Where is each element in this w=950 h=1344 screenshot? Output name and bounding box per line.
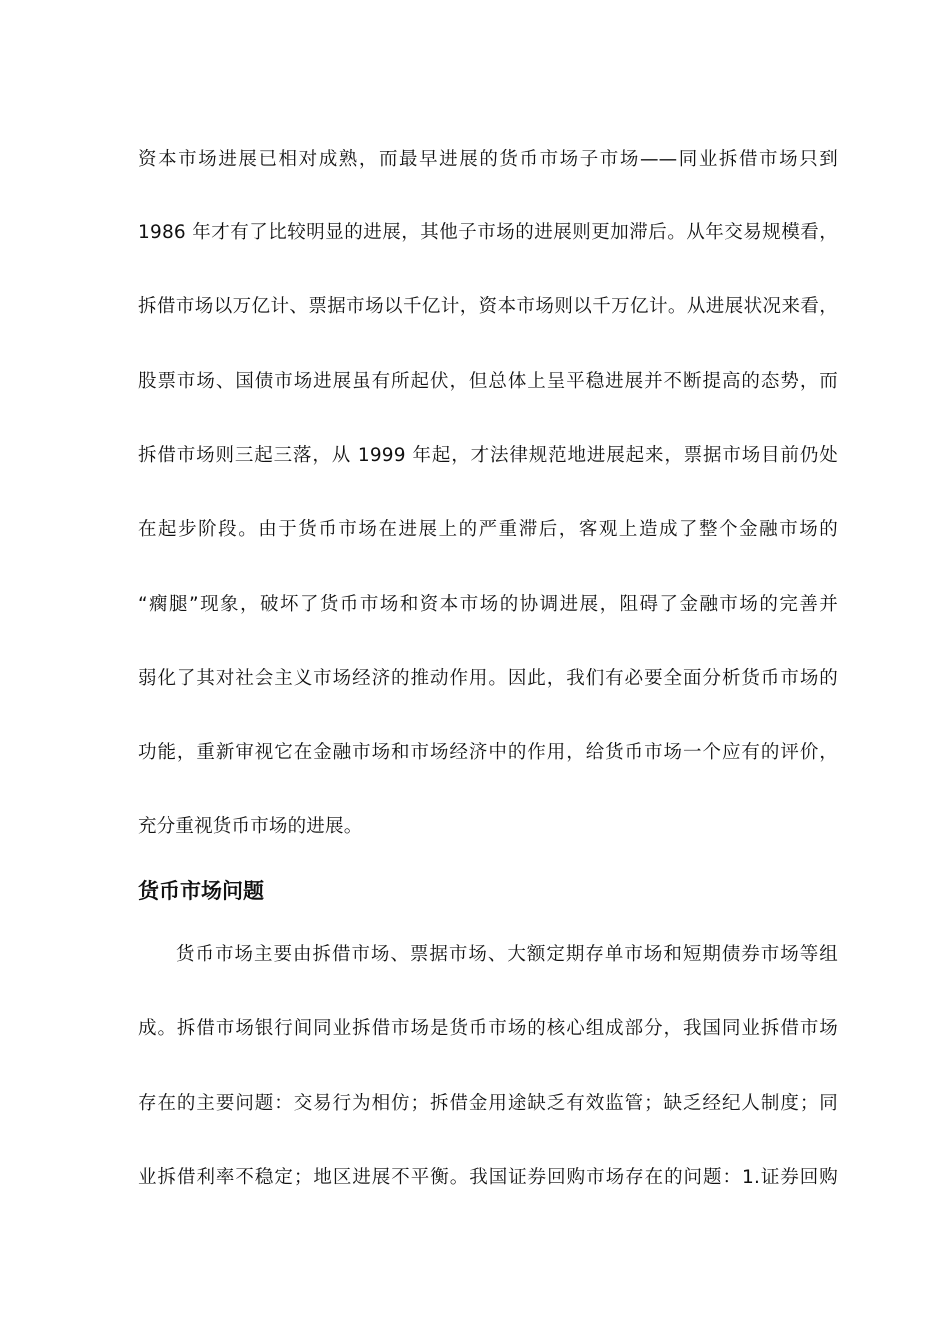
paragraph-line: 拆借市场则三起三落，从 1999 年起，才法律规范地进展起来，票据市场目前仍处 bbox=[138, 445, 838, 466]
paragraph-line: 1986 年才有了比较明显的进展，其他子市场的进展则更加滞后。从年交易规模看， bbox=[138, 222, 838, 243]
paragraph-line: 成。拆借市场银行间同业拆借市场是货币市场的核心组成部分，我国同业拆借市场 bbox=[138, 1018, 838, 1039]
paragraph-line: 资本市场进展已相对成熟，而最早进展的货币市场子市场——同业拆借市场只到 bbox=[138, 149, 838, 170]
paragraph-line: 在起步阶段。由于货币市场在进展上的严重滞后，客观上造成了整个金融市场的 bbox=[138, 519, 838, 540]
paragraph-line: 功能，重新审视它在金融市场和市场经济中的作用，给货币市场一个应有的评价， bbox=[138, 742, 838, 763]
paragraph-line: 业拆借利率不稳定；地区进展不平衡。我国证券回购市场存在的问题：1.证券回购 bbox=[138, 1167, 838, 1188]
section-heading: 货币市场问题 bbox=[138, 879, 264, 903]
paragraph-line: 货币市场主要由拆借市场、票据市场、大额定期存单市场和短期债券市场等组 bbox=[176, 944, 838, 965]
paragraph-line: 拆借市场以万亿计、票据市场以千亿计，资本市场则以千万亿计。从进展状况来看， bbox=[138, 296, 838, 317]
paragraph-line: 弱化了其对社会主义市场经济的推动作用。因此，我们有必要全面分析货币市场的 bbox=[138, 668, 838, 689]
paragraph-line: “瘸腿”现象，破坏了货币市场和资本市场的协调进展，阻碍了金融市场的完善并 bbox=[138, 594, 838, 615]
paragraph-line: 股票市场、国债市场进展虽有所起伏，但总体上呈平稳进展并不断提高的态势，而 bbox=[138, 371, 838, 392]
paragraph-line: 存在的主要问题：交易行为相仿；拆借金用途缺乏有效监管；缺乏经纪人制度；同 bbox=[138, 1093, 838, 1114]
paragraph-line: 充分重视货币市场的进展。 bbox=[138, 816, 363, 837]
